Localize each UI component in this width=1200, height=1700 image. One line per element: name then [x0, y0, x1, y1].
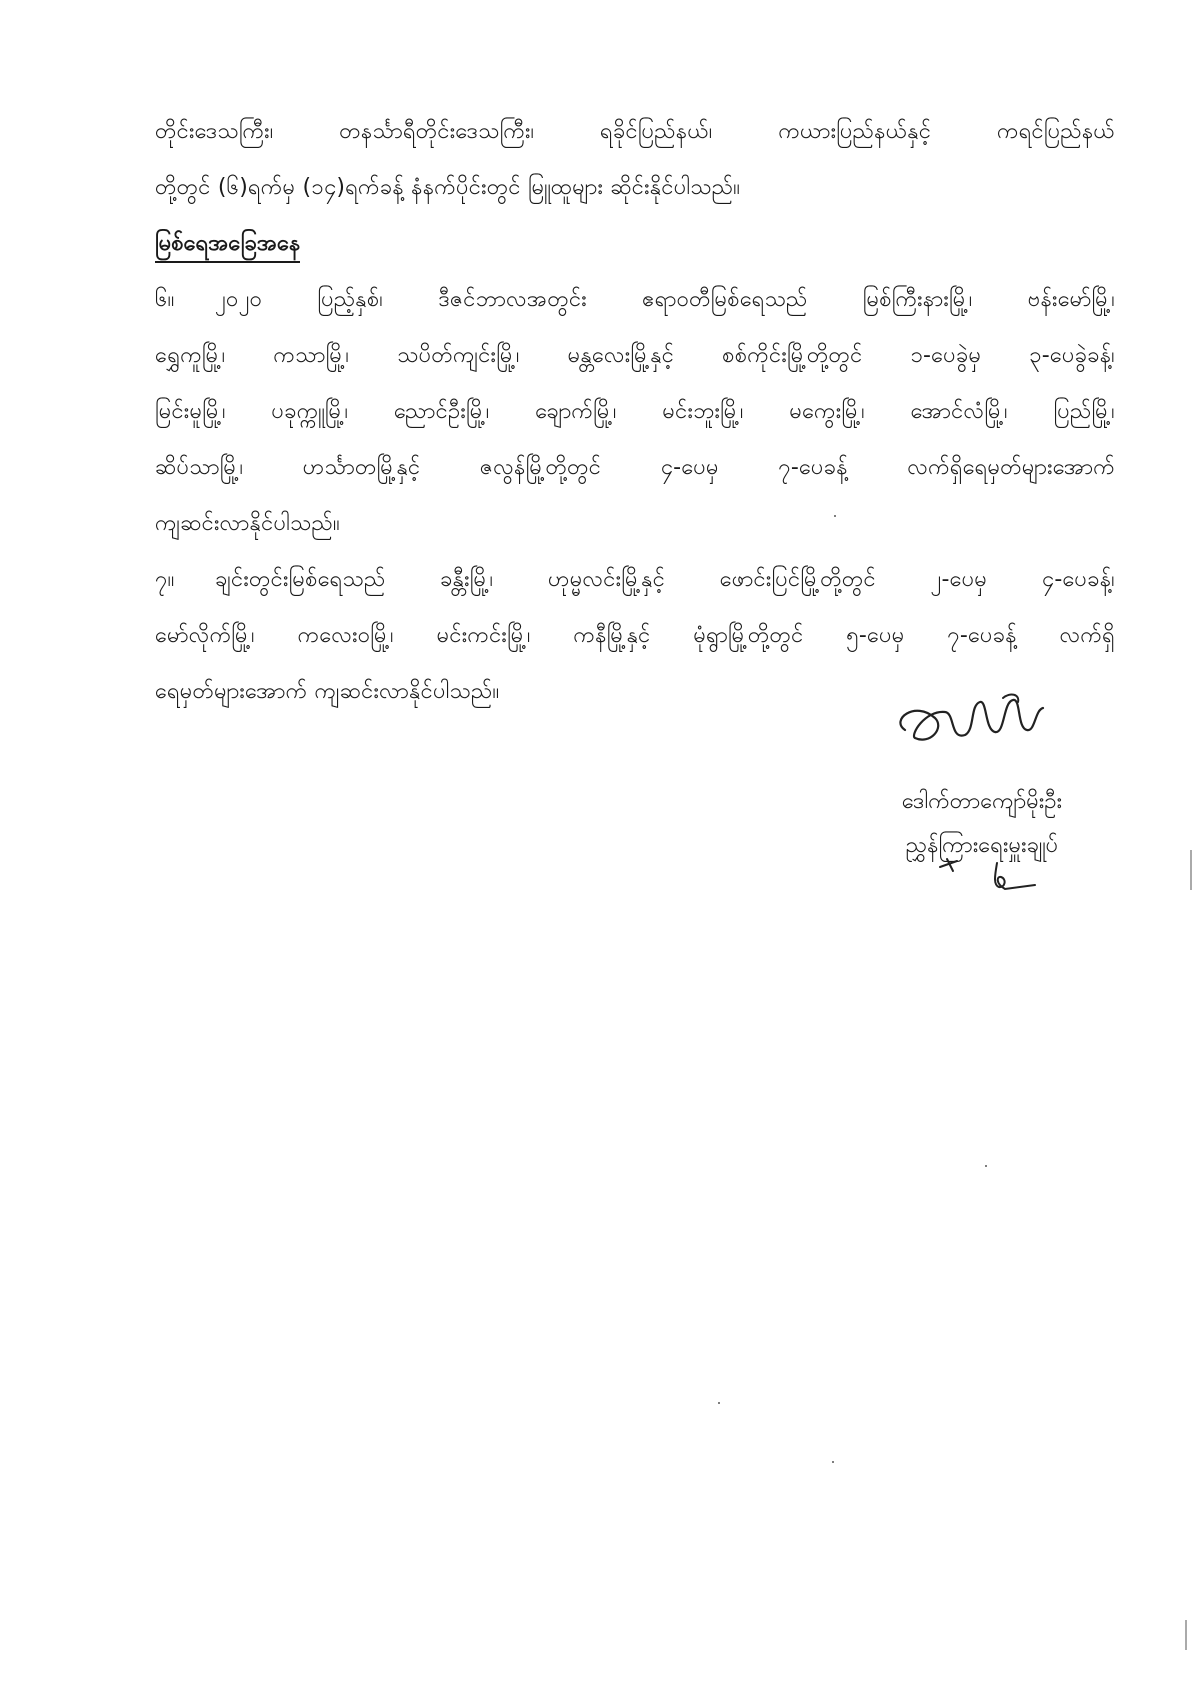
signature-block — [862, 700, 1102, 868]
item-number: ၆။ — [155, 287, 175, 312]
scan-speck — [834, 515, 836, 517]
scan-speck — [718, 1402, 720, 1404]
section-heading: မြစ်ရေအခြေအနေ — [155, 227, 300, 263]
paragraph-line: တို့တွင် (၆)ရက်မှ (၁၄)ရက်ခန့် နံနက်ပိုင်းတွင် မြူထူများ ဆိုင်းနိုင်ပါသည်။ — [155, 175, 741, 200]
handwritten-initials — [935, 855, 1045, 895]
paragraph-line: တိုင်းဒေသကြီး၊ တနင်္သာရီတိုင်းဒေသကြီး၊ ရခိုင်ပြည်နယ်၊ ကယားပြည်နယ်နှင့် ကရင်ပြည်နယ် — [155, 119, 1115, 144]
paragraph-line: ရေမှတ်များအောက် ကျဆင်းလာနိုင်ပါသည်။ — [155, 679, 500, 704]
paragraph-line: မော်လိုက်မြို့၊ ကလေးဝမြို့၊ မင်းကင်းမြို့၊ ကနီမြို့နှင့် မုံရွာမြို့တို့တွင် ၅-ပေမှ ၇-ပေခန့် လက်ရှိ — [155, 623, 1115, 648]
paragraph-line: မြင်းမူမြို့၊ ပခုက္ကူမြို့၊ ညောင်ဦးမြို့၊ ချောက်မြို့၊ မင်းဘူးမြို့၊ မကွေးမြို့၊ အောင်လံမြို့၊ ပြည်မြို့၊ — [155, 399, 1115, 424]
scan-edge-mark — [1185, 1620, 1187, 1650]
scan-speck — [985, 1165, 987, 1167]
body-text — [155, 104, 1115, 720]
paragraph-line: ဆိပ်သာမြို့၊ ဟင်္သာတမြို့နှင့် ဇလွန်မြို့တို့တွင် ၄-ပေမှ ၇-ပေခန့် လက်ရှိရေမှတ်များအောက် — [155, 455, 1115, 480]
item-number: ၇။ — [155, 567, 175, 592]
paragraph-line: ရွှေကူမြို့၊ ကသာမြို့၊ သပိတ်ကျင်းမြို့၊ မန္တလေးမြို့နှင့် စစ်ကိုင်းမြို့တို့တွင် ၁-ပေခွဲမှ ၃-ပေခွဲခန့်၊ — [155, 343, 1115, 368]
scan-speck — [832, 1461, 834, 1463]
item-text: ချင်းတွင်းမြစ်ရေသည် ခန္တီးမြို့၊ ဟုမ္မလင်းမြို့နှင့် ဖောင်းပြင်မြို့တို့တွင် ၂-ပေမှ ၄-ပေခန့်၊ — [215, 567, 1115, 592]
signatory-name: ဒေါက်တာကျော်မိုးဦး — [901, 789, 1063, 814]
paragraph-line — [155, 552, 1115, 608]
paragraph-line: ကျဆင်းလာနိုင်ပါသည်။ — [155, 511, 340, 536]
paragraph-line — [155, 272, 1115, 328]
item-text: ၂၀၂၀ ပြည့်နှစ်၊ ဒီဇင်ဘာလအတွင်း ဧရာဝတီမြစ်ရေသည် မြစ်ကြီးနားမြို့၊ ဗန်းမော်မြို့၊ — [215, 287, 1115, 312]
signatory-title: ညွှန်ကြားရေးမှူးချုပ် — [905, 833, 1059, 858]
scan-edge-mark — [1190, 850, 1192, 890]
